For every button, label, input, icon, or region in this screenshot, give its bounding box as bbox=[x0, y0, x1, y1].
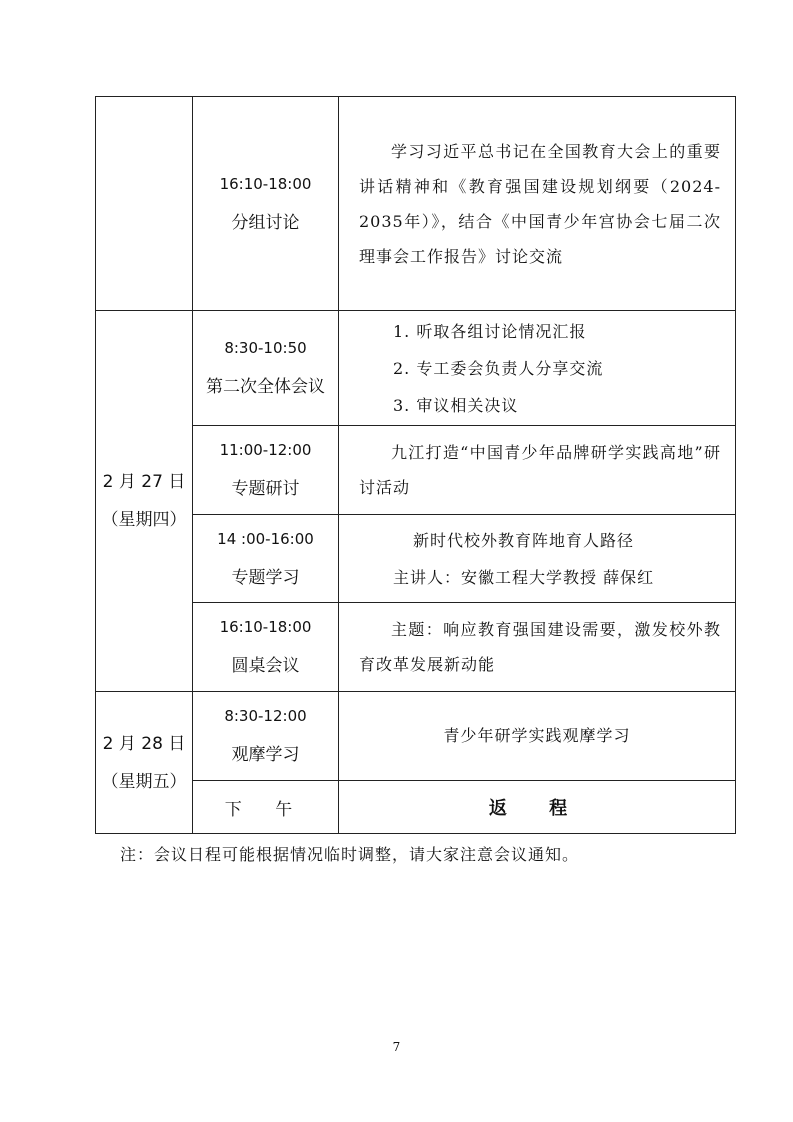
time-cell bbox=[193, 603, 339, 692]
list-item: 2. 专工委会负责人分享交流 bbox=[393, 358, 604, 378]
session-content: 九江打造“中国青少年品牌研学实践高地”研讨活动 bbox=[359, 443, 721, 497]
content-cell bbox=[339, 692, 736, 781]
time-cell bbox=[193, 692, 339, 781]
date-label: 2 月 28 日 bbox=[102, 733, 186, 754]
content-cell bbox=[339, 515, 736, 603]
session-name: 圆桌会议 bbox=[231, 656, 300, 676]
session-name: 第二次全体会议 bbox=[206, 377, 325, 397]
session-name: 分组讨论 bbox=[231, 212, 300, 233]
page-number: 7 bbox=[392, 1040, 401, 1054]
session-time: 11:00-12:00 bbox=[219, 441, 312, 459]
list-item: 3. 审议相关决议 bbox=[393, 395, 519, 415]
weekday-label: （星期四） bbox=[101, 510, 187, 530]
date-cell bbox=[96, 311, 193, 692]
session-name: 观摩学习 bbox=[231, 745, 300, 765]
table-row bbox=[96, 311, 736, 426]
list-item: 1. 听取各组讨论情况汇报 bbox=[393, 321, 587, 341]
content-cell bbox=[339, 603, 736, 692]
lecturer: 主讲人：安徽工程大学教授 薛保红 bbox=[393, 567, 655, 587]
time-cell bbox=[193, 97, 339, 311]
session-name: 专题学习 bbox=[231, 567, 300, 588]
content-cell bbox=[339, 97, 736, 311]
table-row bbox=[96, 97, 736, 311]
session-name: 专题研讨 bbox=[231, 479, 300, 499]
table-row bbox=[96, 692, 736, 781]
time-cell bbox=[193, 311, 339, 426]
session-content: 学习习近平总书记在全国教育大会上的重要讲话精神和《教育强国建设规划纲要（2024-2035年）》，结合《中国青少年宫协会七届二次理事会工作报告》讨论交流 bbox=[359, 141, 721, 266]
content-cell bbox=[339, 426, 736, 515]
lecture-title: 新时代校外教育阵地育人路径 bbox=[413, 530, 635, 550]
session-time: 下 午 bbox=[224, 799, 307, 820]
session-time: 14 :00-16:00 bbox=[217, 529, 314, 548]
weekday-label: （星期五） bbox=[101, 771, 187, 792]
return-label: 返 程 bbox=[488, 798, 586, 819]
session-time: 8:30-10:50 bbox=[224, 339, 307, 357]
time-cell bbox=[193, 781, 339, 834]
schedule-note: 注：会议日程可能根据情况临时调整，请大家注意会议通知。 bbox=[120, 845, 580, 864]
content-cell bbox=[339, 781, 736, 834]
session-time: 16:10-18:00 bbox=[219, 618, 312, 636]
date-label: 2 月 27 日 bbox=[102, 472, 186, 492]
session-time: 8:30-12:00 bbox=[224, 707, 307, 725]
time-cell bbox=[193, 515, 339, 603]
date-cell-empty bbox=[96, 97, 193, 311]
schedule-table bbox=[95, 96, 736, 834]
session-time: 16:10-18:00 bbox=[219, 174, 312, 193]
lecture-info bbox=[339, 522, 735, 596]
time-cell bbox=[193, 426, 339, 515]
content-cell bbox=[339, 311, 736, 426]
date-cell bbox=[96, 692, 193, 834]
session-content: 主题：响应教育强国建设需要，激发校外教育改革发展新动能 bbox=[359, 620, 721, 674]
session-content: 青少年研学实践观摩学习 bbox=[443, 726, 631, 745]
agenda-list bbox=[339, 313, 735, 424]
